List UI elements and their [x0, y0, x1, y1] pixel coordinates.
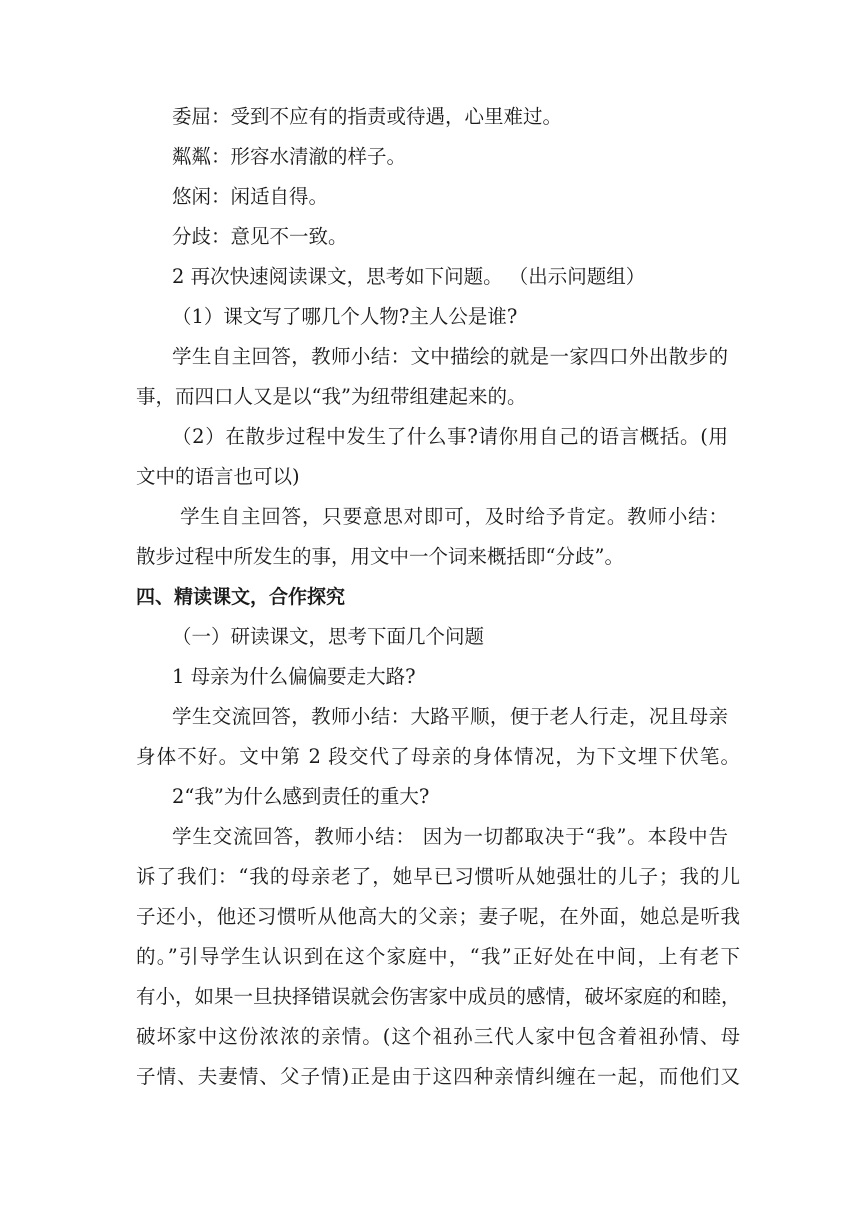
task-instruction: 2 再次快速阅读课文，思考如下问题。 （出示问题组） [172, 265, 646, 288]
section-heading: 四、精读课文，合作探究 [136, 586, 346, 608]
definition-fenqi: 分歧：意见不一致。 [172, 225, 348, 248]
question-2-line-1: （2）在散步过程中发生了什么事?请你用自己的语言概括。(用 [172, 425, 728, 448]
question-3: 1 母亲为什么偏偏要走大路? [172, 665, 416, 688]
answer-1-line-1: 学生自主回答，教师小结：文中描绘的就是一家四口外出散步的 [172, 345, 728, 368]
answer-2-line-1: 学生自主回答，只要意思对即可，及时给予肯定。教师小结： [180, 505, 728, 528]
answer-4-line-4: 的。”引导学生认识到在这个家庭中，“我”正好处在中间，上有老下 [136, 945, 740, 968]
answer-2-line-2: 散步过程中所发生的事，用文中一个词来概括即“分歧”。 [136, 545, 624, 568]
definition-weiqu: 委屈：受到不应有的指责或待遇，心里难过。 [172, 105, 563, 128]
definition-linlin: 粼粼：形容水清澈的样子。 [172, 145, 407, 168]
answer-3-line-1: 学生交流回答，教师小结：大路平顺，便于老人行走，况且母亲 [172, 705, 728, 728]
answer-4-line-7: 子情、夫妻情、父子情)正是由于这四种亲情纠缠在一起，而他们又 [136, 1065, 740, 1088]
answer-4-line-2: 诉了我们：“我的母亲老了，她早已习惯听从她强壮的儿子；我的儿 [136, 865, 740, 888]
answer-1-line-2: 事，而四口人又是以“我”为纽带组建起来的。 [136, 385, 527, 408]
question-2-line-2: 文中的语言也可以) [136, 465, 300, 488]
answer-3-line-2: 身体不好。文中第 2 段交代了母亲的身体情况，为下文埋下伏笔。 [136, 745, 740, 768]
question-1: （1）课文写了哪几个人物?主人公是谁? [172, 305, 518, 328]
answer-4-line-6: 破坏家中这份浓浓的亲情。(这个祖孙三代人家中包含着祖孙情、母 [136, 1025, 740, 1048]
subsection-heading: （一）研读课文，思考下面几个问题 [172, 625, 485, 648]
question-4: 2“我”为什么感到责任的重大? [172, 785, 430, 808]
answer-4-line-1: 学生交流回答，教师小结： 因为一切都取决于“我”。本段中告 [172, 825, 728, 848]
answer-4-line-5: 有小，如果一旦抉择错误就会伤害家中成员的感情，破坏家庭的和睦， [136, 985, 741, 1008]
answer-4-line-3: 子还小，他还习惯听从他高大的父亲；妻子呢，在外面，她总是听我 [136, 905, 740, 928]
definition-youxian: 悠闲：闲适自得。 [172, 185, 329, 208]
